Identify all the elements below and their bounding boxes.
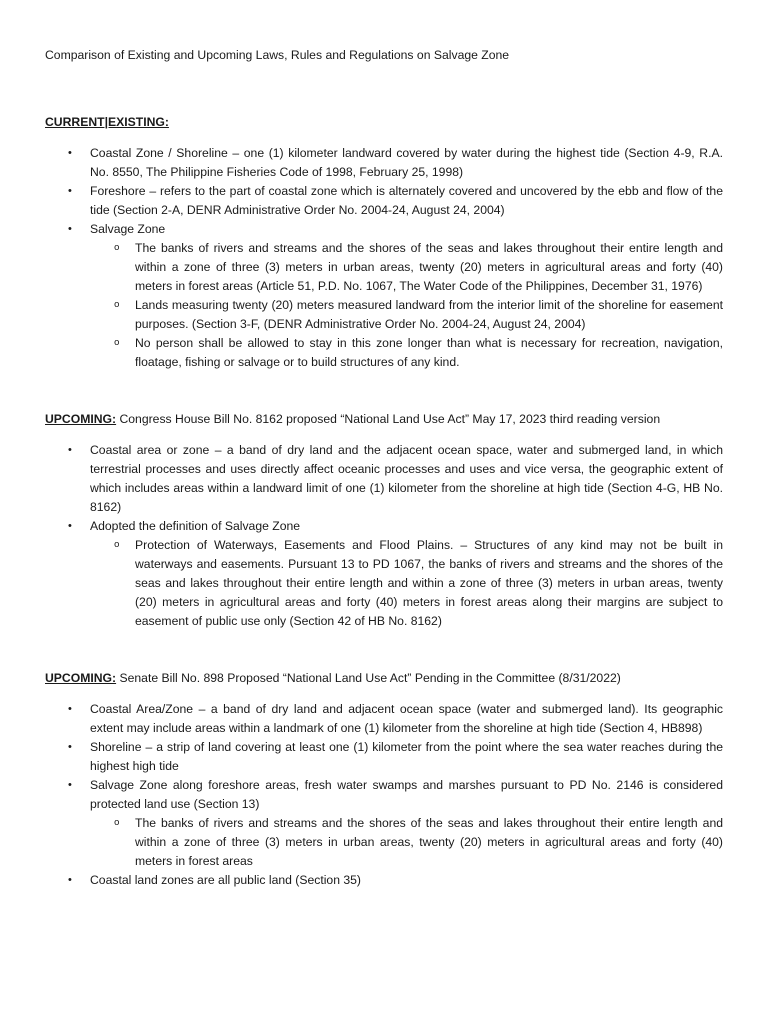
section-1 [45,113,723,372]
list-item [68,776,723,871]
section-heading [45,669,723,688]
list-item-text: Coastal Zone / Shoreline – one (1) kilometer landward covered by water during the highest tide (Section 4-9, R.A. No. 8550, The Philippine Fisheries Code of 1998, February 25, 1998) [90,146,723,179]
sub-bullet-list [90,814,723,871]
sub-list-item [114,296,723,334]
list-item-text: Foreshore – refers to the part of coastal zone which is alternately covered and uncovered by the ebb and flow of the tide (Section 2-A, DENR Administrative Order No. 2004-24, August 24, 2004) [90,184,723,217]
bullet-icon: • [68,874,72,886]
section-3 [45,669,723,890]
bullet-icon: • [68,703,72,715]
sub-list-item [114,536,723,631]
section-heading-text: Congress House Bill No. 8162 proposed “National Land Use Act” May 17, 2023 third reading version [116,412,661,426]
sub-list-item-text: No person shall be allowed to stay in this zone longer than what is necessary for recreation, navigation, floatage, fishing or salvage or to build structures of any kind. [135,336,723,369]
circle-bullet-icon: o [114,818,120,828]
sub-list-item [114,239,723,296]
sub-list-item-text: Protection of Waterways, Easements and Flood Plains. – Structures of any kind may not be built in waterways and easements. Pursuant 13 to PD 1067, the banks of rivers and streams and the shores of the seas and lakes throughout their entire length and within a zone of three (3) meters in urban areas, twenty (20) meters in agricultural areas and forty (40) meters in forest areas along their margins are subject to easement of public use only (Section 42 of HB No. 8162) [135,538,723,628]
sections-container [45,113,723,890]
section-label: UPCOMING: [45,412,117,426]
bullet-icon: • [68,223,72,235]
sub-list-item [114,334,723,372]
list-item [68,700,723,738]
sub-list-item-text: The banks of rivers and streams and the shores of the seas and lakes throughout their entire length and within a zone of three (3) meters in urban areas, twenty (20) meters in agricultural areas and forty (40) meters in forest areas [135,816,723,868]
list-item-text: Salvage Zone [90,222,166,236]
sub-list-item [114,814,723,871]
document-page [45,46,723,890]
list-item-text: Coastal land zones are all public land (Section 35) [90,873,361,887]
sub-list-item-text: Lands measuring twenty (20) meters measured landward from the interior limit of the shoreline for easement purposes. (Section 3-F, (DENR Administrative Order No. 2004-24, August 24, 2004) [135,298,723,331]
circle-bullet-icon: o [114,243,120,253]
document-title: Comparison of Existing and Upcoming Laws, Rules and Regulations on Salvage Zone [45,48,510,62]
list-item-text: Coastal Area/Zone – a band of dry land and adjacent ocean space (water and submerged land). Its geographic extent may include areas within a landmark of one (1) kilometer from the shoreline at high tide (Section 4, HB898) [90,702,723,735]
list-item [68,144,723,182]
bullet-icon: • [68,444,72,456]
list-item [68,871,723,890]
circle-bullet-icon: o [114,540,120,550]
list-item [68,182,723,220]
sub-bullet-list [90,239,723,372]
list-item-text: Coastal area or zone – a band of dry land and the adjacent ocean space, water and submerged land, in which terrestrial processes and uses directly affect oceanic processes and uses and vice versa, the geographic extent of which includes areas within a landward limit of one (1) kilometer from the shoreline at high tide (Section 4-G, HB No. 8162) [90,443,723,514]
list-item [68,441,723,517]
sub-list-item-text: The banks of rivers and streams and the shores of the seas and lakes throughout their entire length and within a zone of three (3) meters in urban areas, twenty (20) meters in agricultural areas and forty (40) meters in forest areas (Article 51, P.D. No. 1067, The Water Code of the Philippines, December 31, 1976) [135,241,723,293]
section-2 [45,410,723,631]
bullet-icon: • [68,520,72,532]
list-item-text: Adopted the definition of Salvage Zone [90,519,301,533]
circle-bullet-icon: o [114,338,120,348]
list-item [68,220,723,372]
bullet-list [45,441,723,631]
bullet-icon: • [68,147,72,159]
list-item [68,738,723,776]
section-label: CURRENT|EXISTING: [45,115,169,129]
list-item [68,517,723,631]
section-label: UPCOMING: [45,671,117,685]
bullet-list [45,700,723,890]
section-heading [45,113,723,132]
circle-bullet-icon: o [114,300,120,310]
sub-bullet-list [90,536,723,631]
bullet-icon: • [68,741,72,753]
section-heading [45,410,723,429]
bullet-icon: • [68,185,72,197]
bullet-list [45,144,723,372]
bullet-icon: • [68,779,72,791]
section-heading-text: Senate Bill No. 898 Proposed “National Land Use Act” Pending in the Committee (8/31/2022) [116,671,621,685]
list-item-text: Shoreline – a strip of land covering at least one (1) kilometer from the point where the sea water reaches during the highest high tide [90,740,723,773]
list-item-text: Salvage Zone along foreshore areas, fresh water swamps and marshes pursuant to PD No. 2146 is considered protected land use (Section 13) [90,778,723,811]
